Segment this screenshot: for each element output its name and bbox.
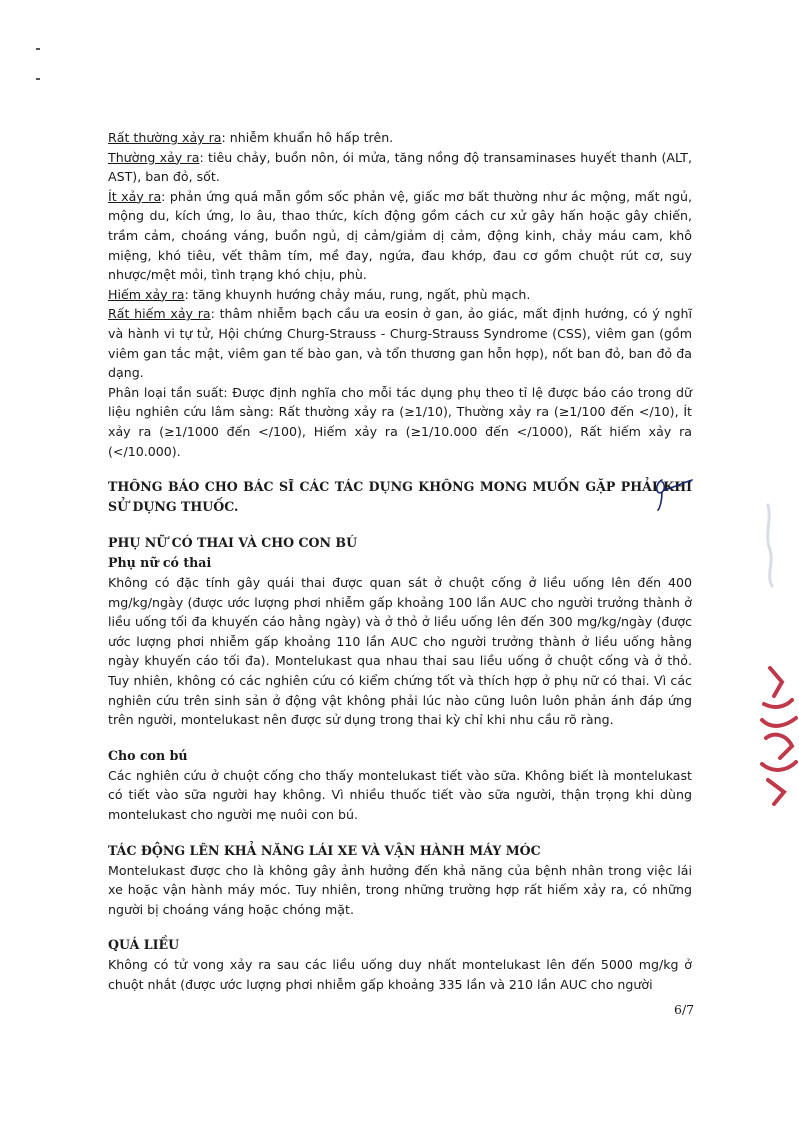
nursing-text: Các nghiên cứu ở chuột cống cho thấy montelukast tiết vào sữa. Không biết là montelukast có tiết vào sữa người hay không. Vì nhiều thuốc tiết vào sữa người, thận trọng khi dùng montelukast cho người mẹ nuôi con bú. bbox=[108, 767, 692, 823]
driving-heading: TÁC ĐỘNG LÊN KHẢ NĂNG LÁI XE VÀ VẬN HÀNH MÁY MÓC bbox=[108, 842, 541, 858]
nursing-subheading: Cho con bú bbox=[108, 747, 188, 763]
overdose-heading: QUÁ LIỀU bbox=[108, 937, 180, 953]
driving-text: Montelukast được cho là không gây ảnh hưởng đến khả năng của bệnh nhân trong việc lái xe hoặc vận hành máy móc. Tuy nhiên, trong những trường hợp rất hiếm xảy ra, có những người bị choáng váng hoặc chóng mặt. bbox=[108, 862, 692, 917]
side-effect-uncommon: Ít xảy ra: phản ứng quá mẫn gồm sốc phản vệ, giấc mơ bất thường như ác mộng, mất ngủ, mộng du, kích ứng, lo âu, thao thức, kích động gồm cách cư xử gây hấn hoặc gây chiến, trầm cảm, choáng váng, buồn ngủ, dị cảm/giảm dị cảm, động kinh, chảy máu cam, khô miệng, khó tiêu, vết thâm tím, mề đay, ngứa, đau khớp, đau cơ gồm chuột rút cơ, suy nhược/mệt mỏi, tình trạng khó chịu, phù. bbox=[108, 188, 692, 283]
watermark-trace bbox=[758, 500, 788, 590]
pregnant-subheading: Phụ nữ có thai bbox=[108, 555, 212, 571]
side-effect-very-common: Rất thường xảy ra: nhiễm khuẩn hô hấp trên. bbox=[108, 130, 394, 145]
side-effect-very-rare: Rất hiếm xảy ra: thâm nhiễm bạch cầu ưa eosin ở gan, ảo giác, mất định hướng, có ý nghĩ và hành vi tự tử, Hội chứng Churg-Strauss - Churg-Strauss Syndrome (CSS), viêm gan (gồm viêm gan tắc mật, viêm gan tế bào gan, và tổn thương gan hỗn hợp), nốt ban đỏ, ban đỏ đa dạng. bbox=[108, 306, 693, 381]
notice-heading: THÔNG BÁO CHO BÁC SĨ CÁC TÁC DỤNG KHÔNG MONG MUỐN GẶP PHẢI KHI SỬ DỤNG THUỐC. bbox=[108, 479, 692, 515]
overdose-text: Không có tử vong xảy ra sau các liều uống duy nhất montelukast lên đến 5000 mg/kg ở chuột nhắt (được ước lượng phơi nhiễm gấp khoảng 335 lần và 210 lần AUC cho người bbox=[108, 957, 692, 992]
side-effect-rare: Hiếm xảy ra: tăng khuynh hướng chảy máu, rung, ngất, phù mạch. bbox=[108, 286, 531, 302]
pregnant-text: Không có đặc tính gây quái thai được quan sát ở chuột cống ở liều uống lên đến 400 mg/kg/ngày (được ước lượng phơi nhiễm gấp khoảng 100 lần AUC cho người trưởng thành ở liều uống tối đa khuyến cáo hằng ngày) và ở thỏ ở liều uống lên đến 300 mg/kg/ngày (được ước lượng phơi nhiễm gấp khoảng 110 lần AUC cho người trưởng thành ở liều uống hằng ngày khuyến cáo tối đa). Montelukast qua nhau thai sau liều uống ở chuột cống và ở thỏ. Tuy nhiên, không có các nghiên cứu có kiểm chứng tốt và thích hợp ở phụ nữ có thai. Vì các nghiên cứu trên sinh sản ở động vật không phải lúc nào cũng luôn luôn phản ánh đáp ứng trên người, montelukast nên được sử dụng trong thai kỳ chỉ khi nhu cầu rõ ràng. bbox=[108, 575, 692, 728]
signature-mark bbox=[648, 474, 698, 514]
margin-mark bbox=[36, 48, 40, 50]
document-page bbox=[108, 128, 692, 995]
margin-mark bbox=[36, 78, 40, 80]
frequency-classification: Phân loại tần suất: Được định nghĩa cho mỗi tác dụng phụ theo tỉ lệ được báo cáo trong dữ liệu nghiên cứu lâm sàng: Rất thường xảy ra (≥1/10), Thường xảy ra (≥1/100 đến </10), Ít xảy ra (≥1/1000 đến </100), Hiếm xảy ra (≥1/10.000 đến </1000), Rất hiếm xảy ra (</10.000). bbox=[108, 384, 692, 459]
pregnancy-heading: PHỤ NỮ CÓ THAI VÀ CHO CON BÚ bbox=[108, 535, 358, 551]
page-number: 6/7 bbox=[674, 1002, 695, 1017]
red-stamp-edge bbox=[752, 660, 799, 810]
side-effect-common: Thường xảy ra: tiêu chảy, buồn nôn, ói mửa, tăng nồng độ transaminases huyết thanh (ALT, AST), ban đỏ, sốt. bbox=[108, 149, 692, 185]
